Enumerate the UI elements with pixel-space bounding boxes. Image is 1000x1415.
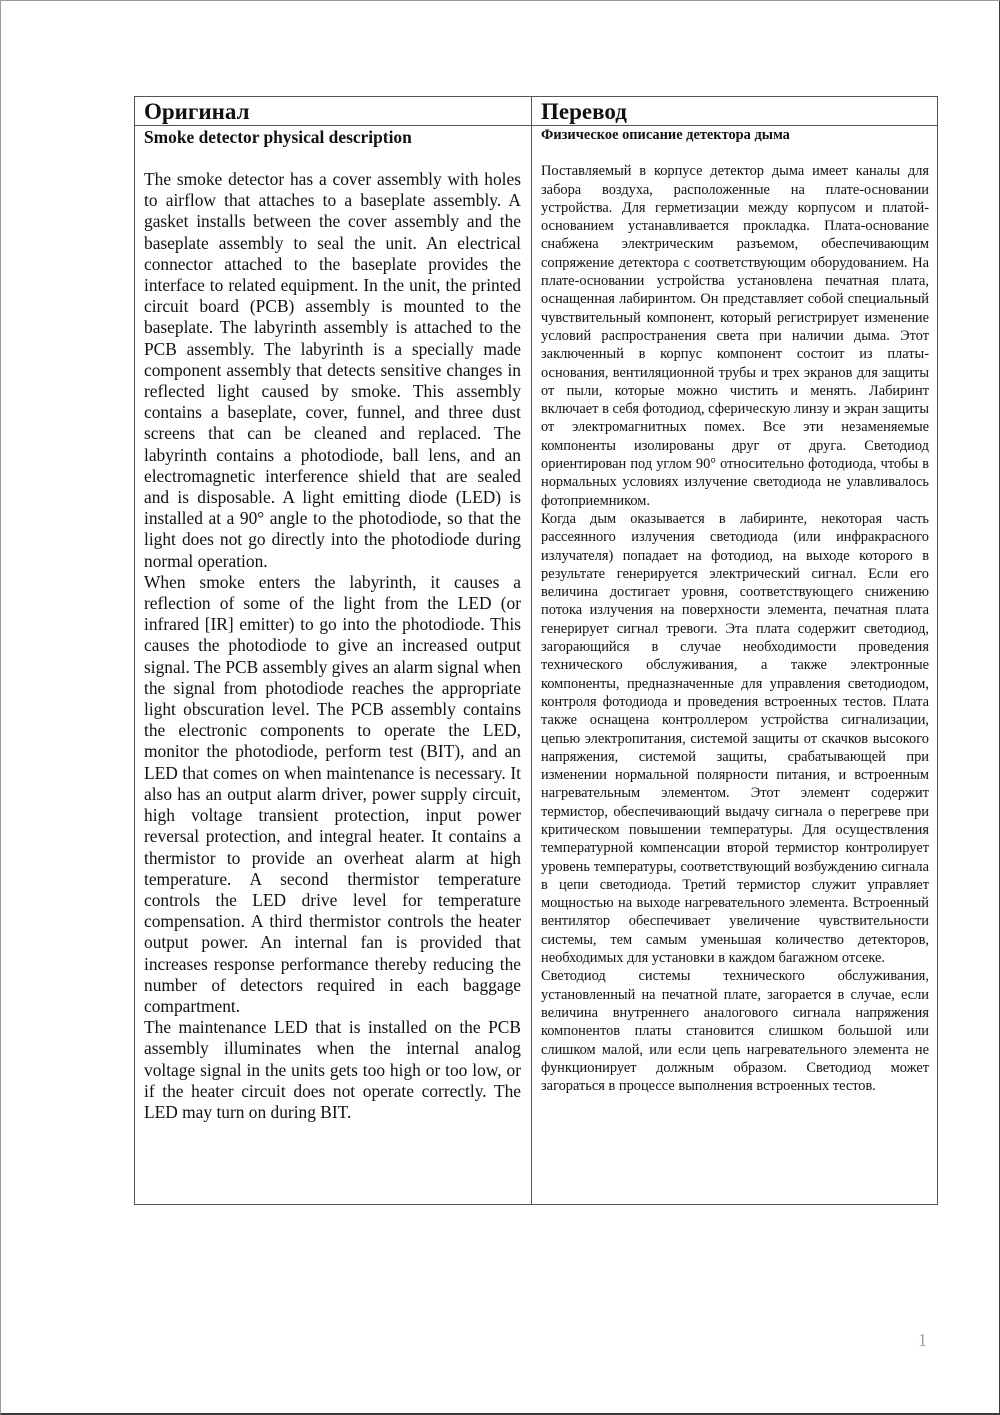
original-paragraph-2: When smoke enters the labyrinth, it causes a reflection of some of the light from the LED (or infrared [IR] emitter) to go into the photodiode. This causes the photodiode to give an increased output signal. The PCB assembly gives an alarm signal when the signal from photodiode reaches the appropriate light obscuration level. The PCB assembly contains the electronic components to operate the LED, monitor the photodiode, perform test (BIT), and an LED that comes on when maintenance is necessary. It also has an output alarm driver, power supply circuit, high voltage transient protection, input power reversal protection, and integral heater. It contains a thermistor to provide an overheat alarm at high temperature. A second thermistor temperature controls the LED drive level for temperature compensation. A third thermistor controls the heater output power. An internal fan is provided that increases response performance thereby reducing the number of detectors required in each baggage compartment. xyxy=(144,571,521,1016)
table-content-row xyxy=(135,126,938,1205)
original-title: Smoke detector physical description xyxy=(144,127,412,147)
page-number: 1 xyxy=(918,1330,927,1350)
original-column xyxy=(135,126,532,1205)
original-paragraph-3: The maintenance LED that is installed on the PCB assembly illuminates when the internal analog voltage signal in the units gets too high or too low, or if the heater circuit does not operate correctly. The LED may turn on during BIT. xyxy=(144,1017,521,1122)
header-original: Оригинал xyxy=(135,97,532,126)
translation-paragraph-1: Поставляемый в корпусе детектор дыма имеет каналы для забора воздуха, расположенные на плате-основании устройства. Для герметизации между корпусом и платой-основанием устанавливается прокладка. Плата-основание снабжена электрическим разъемом, обеспечивающим сопряжение детектора с соответствующим оборудованием. На плате-основании устройства установлена печатная плата, оснащенная лабиринтом. Он представляет собой специальный чувствительный компонент, который регистрирует изменение условий распространения света при наличии дыма. Этот заключенный в корпус компонент состоит из платы-основания, вентиляционной трубы и трех экранов для защиты от пыли, которые можно чистить и менять. Лабиринт включает в себя фотодиод, сферическую линзу и экран защиты от электромагнитных помех. Все эти незаменяемые компоненты изолированы друг от друга. Светодиод ориентирован под углом 90° относительно фотодиода, чтобы в нормальных условиях излучение светодиода не улавливалось фотоприемником. xyxy=(541,163,929,509)
original-paragraph-1: The smoke detector has a cover assembly with holes to airflow that attaches to a baseplate assembly. A gasket installs between the cover assembly and the baseplate assembly to seal the unit. An electrical connector attached to the baseplate provides the interface to related equipment. In the unit, the printed circuit board (PCB) assembly is mounted to the baseplate. The labyrinth assembly is attached to the PCB assembly. The labyrinth is a specially made component assembly that detects sensitive changes in reflected light caused by smoke. This assembly contains a baseplate, cover, funnel, and three dust screens that can be cleaned and replaced. The labyrinth contains a photodiode, ball lens, and an electromagnetic interference shield that are sealed and is disposable. A light emitting diode (LED) is installed at a 90° angle to the photodiode, so that the light does not go directly into the photodiode during normal operation. xyxy=(144,169,521,571)
translation-paragraph-2: Когда дым оказывается в лабиринте, некоторая часть рассеянного излучения светодиода (или инфракрасного излучателя) попадает на фотодиод, на выходе которого в результате генерируется электрический сигнал. Если его величина достигает уровня, соответствующего снижению потока излучения на поверхности элемента, печатная плата генерирует сигнал тревоги. Эта плата содержит светодиод, загорающийся в случае необходимости проведения технического обслуживания, а также электронные компоненты, предназначенные для управления светодиодом, контроля фотодиода и проведения встроенных тестов. Плата также оснащена контроллером устройства сигнализации, цепью электропитания, системой защиты от скачков высокого напряжения, системой защиты, срабатывающей при изменении нормальной полярности питания, и встроенным нагревательным элементом. Этот элемент содержит термистор, обеспечивающий выдачу сигнала о перегреве при критическом повышении температуры. Для осуществления температурной компенсации второй термистор контролирует уровень температуры, соответствующий возбуждению сигнала в цепи светодиода. Третий термистор служит управляет мощностью на выходе нагревательного элемента. Встроенный вентилятор обеспечивает увеличение чувствительности системы, тем самым уменьшая количество детекторов, необходимых для установки в каждом багажном отсеке. xyxy=(541,510,929,967)
header-translation: Перевод xyxy=(532,97,938,126)
translation-title: Физическое описание детектора дыма xyxy=(541,127,790,143)
table-header-row xyxy=(135,97,938,126)
translation-paragraph-3: Светодиод системы технического обслуживания, установленный на печатной плате, загорается в случае, если величина внутреннего аналогового сигнала напряжения компонентов платы становится слишком большой или слишком малой, или если цепь нагревательного элемента не функционирует должным образом. Светодиод может загораться в процессе выполнения встроенных тестов. xyxy=(541,968,929,1095)
spacer xyxy=(541,144,929,162)
translation-table xyxy=(134,96,938,1205)
translation-column xyxy=(532,126,938,1205)
spacer xyxy=(144,148,521,169)
